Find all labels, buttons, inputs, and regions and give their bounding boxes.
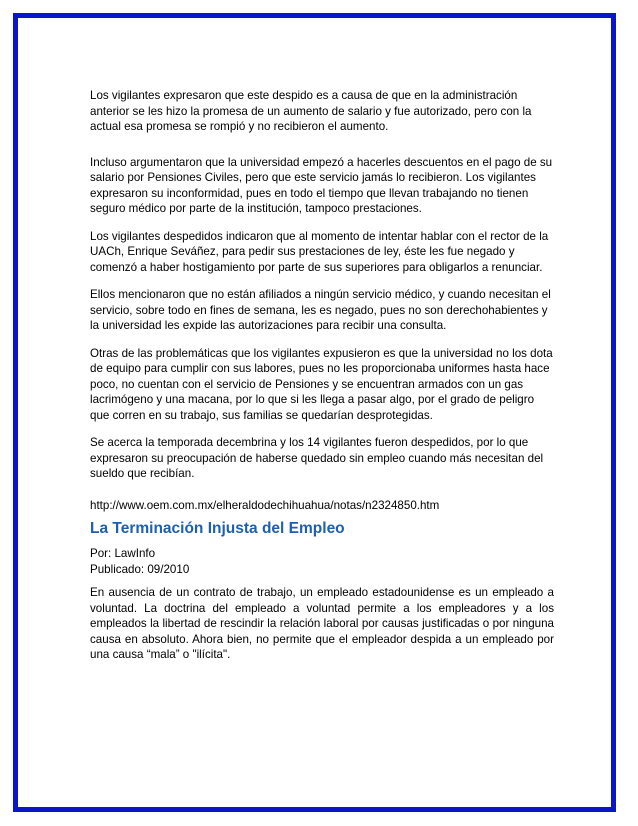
article-author: Por: LawInfo — [90, 547, 156, 560]
paragraph-4: Ellos mencionaron que no están afiliados a ningún servicio médico, y cuando necesitan el servicio, sobre todo en fines de semana, les es negado, pues no son derechohabientes y la universidad les expide las autorizaciones para recibir una consulta. — [90, 288, 551, 332]
paragraph-1: Los vigilantes expresaron que este despido es a causa de que en la administración anterior se les hizo la promesa de un aumento de salario y fue autorizado, pero con la actual esa promesa se rompió y no recibieron el aumento. — [90, 89, 532, 133]
paragraph-5: Otras de las problemáticas que los vigilantes expusieron es que la universidad no los dota de equipo para cumplir con sus labores, pues no les proporcionaba uniformes hasta hace poco, no cuentan con el servicio de Pensiones y se encuentran armados con un gas lacrimógeno y una macana, por lo que si les llega a pasar algo, por el grado de peligro que corren en su trabajo, sus familias se quedarían desprotegidas. — [90, 346, 553, 422]
article-body: En ausencia de un contrato de trabajo, un empleado estadounidense es un empleado a voluntad. La doctrina del empleado a voluntad permite a los empleadores y a los empleados la libertad de rescindir la relación laboral por causas justificadas o por ninguna causa en absoluto. Ahora bien, no permite que el empleador despida a un empleado por una causa “mala” o "ilícita". — [90, 586, 554, 661]
paragraph-2: Incluso argumentaron que la universidad empezó a hacerles descuentos en el pago de su salario por Pensiones Civiles, pero que este servicio jamás lo recibieron. Los vigilantes expresaron su inconformidad, pues en todo el tiempo que llevan trabajando no tienen seguro médico por parte de la institución, tampoco prestaciones. — [90, 155, 553, 215]
article-title: La Terminación Injusta del Empleo — [90, 520, 345, 537]
article-date: Publicado: 09/2010 — [90, 562, 190, 576]
paragraph-3: Los vigilantes despedidos indicaron que al momento de intentar hablar con el rector de la UACh, Enrique Seváñez, para pedir sus prestaciones de ley, éste les fue negado y comenzó a haber hostigamiento por parte de sus superiores para obligarlos a renunciar. — [90, 229, 549, 274]
article-meta — [90, 546, 554, 577]
source-url: http://www.oem.com.mx/elheraldodechihuahua/notas/n2324850.htm — [90, 498, 440, 512]
paragraph-6: Se acerca la temporada decembrina y los 14 vigilantes fueron despedidos, por lo que expresaron su preocupación de haberse quedado sin empleo cuando más necesitan del sueldo que recibían. — [90, 436, 544, 480]
document-body — [90, 88, 554, 663]
